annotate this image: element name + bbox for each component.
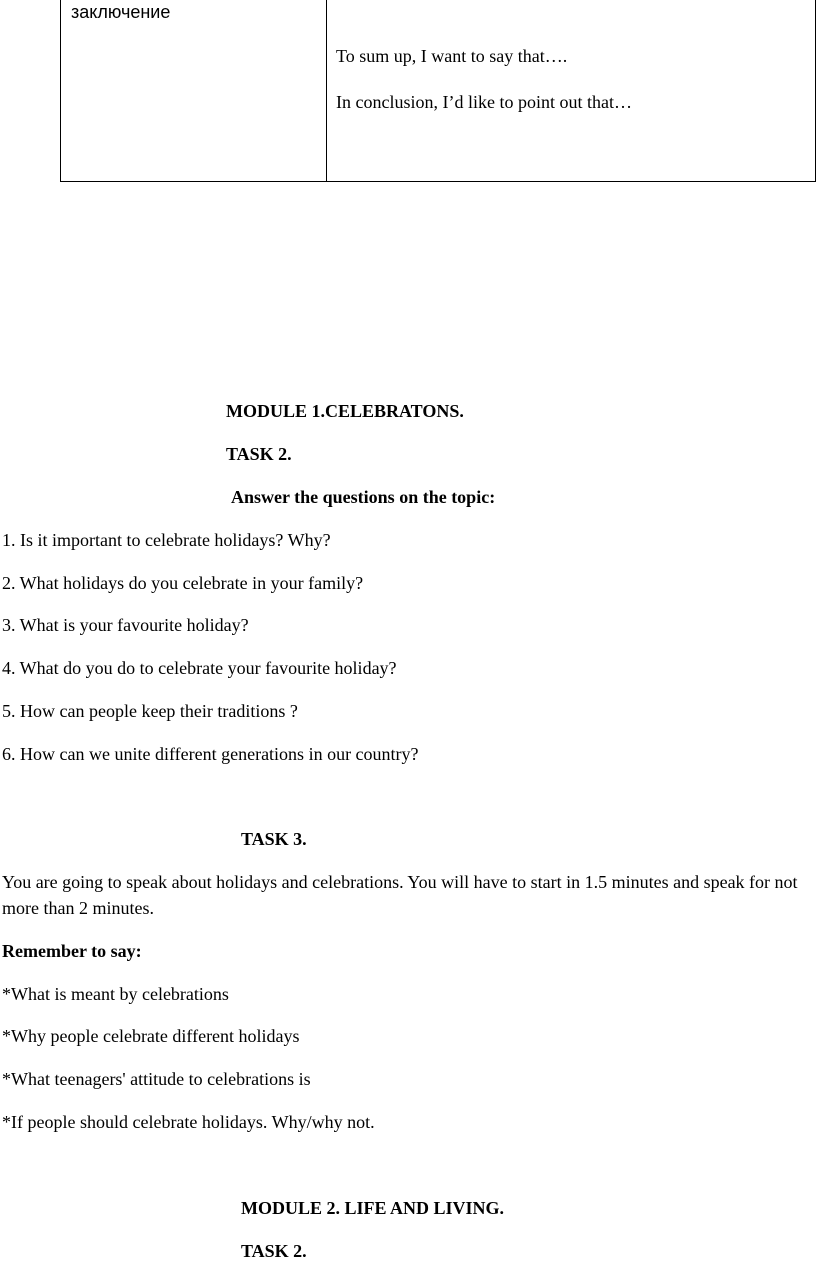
question-item: 4. What do you do to celebrate your favourite holiday? [2, 658, 397, 678]
question-item: 2. What holidays do you celebrate in your family? [2, 573, 364, 593]
point-item: *What is meant by celebrations [2, 984, 229, 1004]
question-item: 1. Is it important to celebrate holidays? Why? [2, 530, 331, 550]
remember-label: Remember to say: [2, 941, 142, 961]
question-item: 3. What is your favourite holiday? [2, 615, 249, 635]
task3-heading: TASK 3. [241, 829, 307, 849]
task2-heading: TASK 2. [226, 444, 292, 464]
module2-task2-heading: TASK 2. [241, 1241, 307, 1261]
task3-intro: You are going to speak about holidays and celebrations. You will have to start in 1.5 minutes and speak for not more than 2 minutes. [2, 872, 798, 918]
point-item: *If people should celebrate holidays. Why/why not. [2, 1112, 375, 1132]
phrases-table [60, 0, 816, 182]
question-item: 5. How can people keep their traditions ? [2, 701, 298, 721]
task2-instruction: Answer the questions on the topic: [231, 487, 496, 507]
point-item: *What teenagers' attitude to celebrations is [2, 1069, 311, 1089]
question-item: 6. How can we unite different generations in our country? [2, 744, 419, 764]
phrase-line: To sum up, I want to say that…. [336, 46, 568, 66]
phrase-line: In conclusion, I’d like to point out that… [336, 92, 632, 112]
module2-title: MODULE 2. LIFE AND LIVING. [241, 1198, 505, 1218]
point-item: *Why people celebrate different holidays [2, 1026, 300, 1046]
module1-title: MODULE 1.CELEBRATONS. [226, 401, 464, 421]
table-cell-phrases [327, 0, 815, 181]
conclusion-label: заключение [71, 2, 171, 22]
table-cell-label [61, 0, 327, 181]
